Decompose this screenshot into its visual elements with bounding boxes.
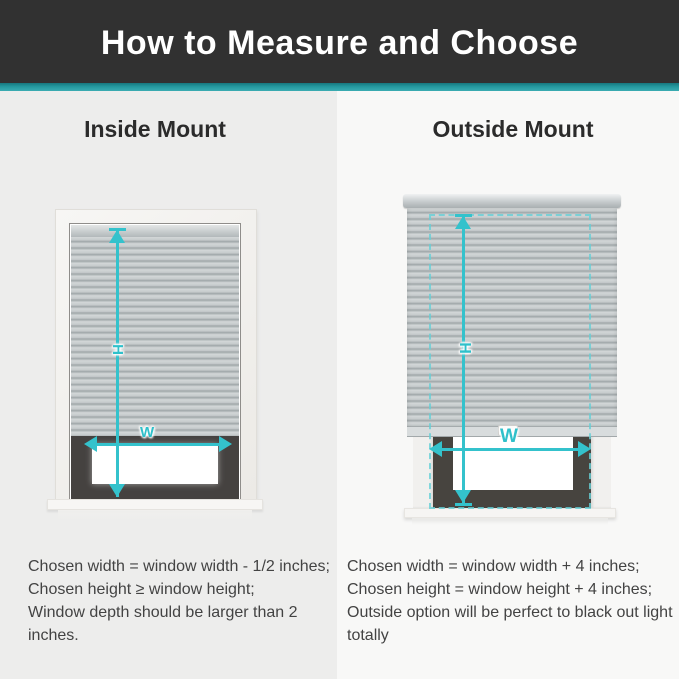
inside-width-arrow-line [88,443,228,446]
inside-note-width: Chosen width = window width - 1/2 inches; [28,558,330,575]
outside-window-dashed-outline [429,214,591,509]
inside-height-arrow-head-down-icon [109,484,125,497]
outside-window-frame-right [591,436,611,508]
outside-note-width: Chosen width = window width + 4 inches; [347,558,640,575]
inside-height-label: H [108,344,126,355]
outside-width-arrow-head-right-icon [578,441,591,457]
outside-width-label: W [500,426,518,447]
inside-width-arrow-head-right-icon [219,436,232,452]
inside-window-glass [92,444,218,484]
outside-shade-headrail [403,194,621,208]
inside-width-label: W [140,424,155,441]
inside-shade-cells [71,237,239,436]
inside-cellular-shade [71,225,239,436]
inside-mount-notes [28,555,337,647]
outside-width-arrow-line [433,448,581,451]
teal-accent-rule [0,83,679,91]
inside-height-arrow-line [116,230,119,497]
outside-sill-shadow [412,518,608,525]
header-bar [0,0,679,83]
inside-note-height: Chosen height ≥ window height; [28,581,255,598]
outside-height-arrow-line [462,216,465,503]
inside-mount-panel [0,91,337,679]
outside-note-blackout: Outside option will be perfect to black out light totally [347,604,673,644]
outside-height-label: H [455,342,473,354]
inside-mount-heading: Inside Mount [84,116,226,142]
outside-note-height: Chosen height = window height + 4 inches; [347,581,653,598]
page-title: How to Measure and Choose [100,24,579,62]
inside-window-sill [47,499,263,510]
outside-window-sill [404,508,616,518]
outside-mount-notes [347,555,679,647]
inside-note-depth: Window depth should be larger than 2 inches. [28,604,298,644]
inside-window-apron [58,510,252,520]
outside-height-arrow-bottombar [455,503,472,506]
outside-mount-heading: Outside Mount [432,116,594,142]
outside-height-arrow-head-down-icon [455,490,471,503]
outside-mount-panel [337,91,679,679]
